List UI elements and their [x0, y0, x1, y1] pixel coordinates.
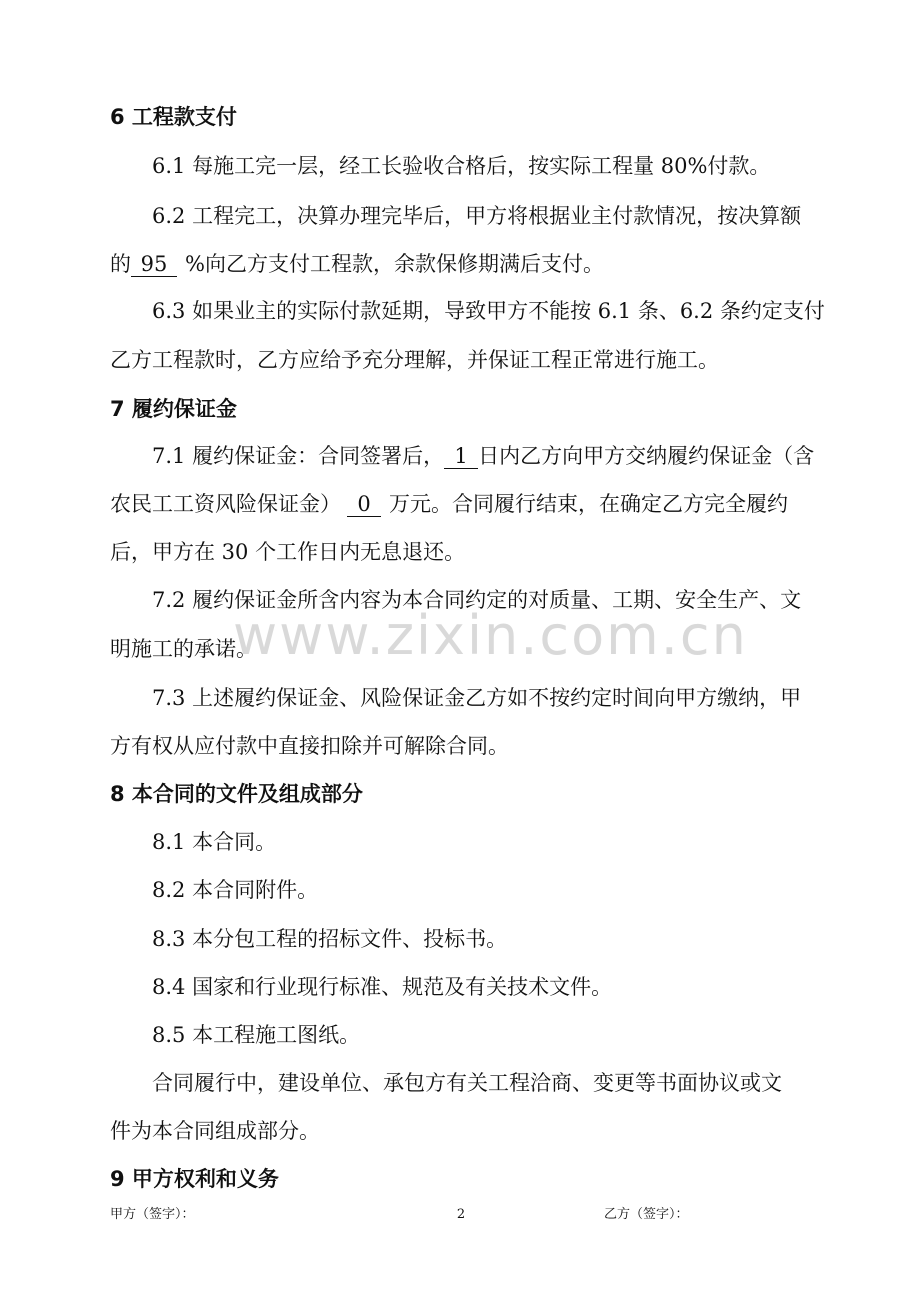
section-6-heading: 6 工程款支付 — [110, 105, 237, 129]
clause-6-1: 6.1 每施工完一层，经工长验收合格后，按实际工程量 80%付款。 — [152, 154, 771, 178]
clause-7-3-line-2: 方有权从应付款中直接扣除并可解除合同。 — [110, 734, 509, 758]
deposit-amount-blank: 0 — [347, 492, 381, 517]
section-7-heading: 7 履约保证金 — [110, 397, 237, 421]
watermark: www.zixin.com.cn — [233, 604, 748, 667]
clause-7-1-line-2 — [110, 490, 830, 518]
clause-8-6-line-2: 件为本合同组成部分。 — [110, 1119, 320, 1143]
clause-7-2-line-1: 7.2 履约保证金所含内容为本合同约定的对质量、工期、安全生产、文 — [152, 588, 802, 612]
footer-party-b-signature: 乙方（签字）： — [604, 1207, 689, 1222]
clause-7-2-line-2: 明施工的承诺。 — [110, 637, 257, 661]
clause-7-1-line-2-suffix: 万元。合同履行结束，在确定乙方完全履约 — [389, 492, 788, 516]
section-8-heading: 8 本合同的文件及组成部分 — [110, 782, 363, 806]
clause-6-2-suffix: %向乙方支付工程款，余款保修期满后支付。 — [185, 252, 604, 276]
footer-page-number: 2 — [456, 1207, 466, 1222]
clause-6-2-line-2 — [110, 250, 830, 278]
clause-8-5: 8.5 本工程施工图纸。 — [152, 1023, 361, 1047]
clause-8-3: 8.3 本分包工程的招标文件、投标书。 — [152, 927, 508, 951]
section-9-heading: 9 甲方权利和义务 — [110, 1167, 279, 1191]
clause-6-2-line-1: 6.2 工程完工，决算办理完毕后，甲方将根据业主付款情况，按决算额 — [152, 204, 802, 228]
clause-7-3-line-1: 7.3 上述履约保证金、风险保证金乙方如不按约定时间向甲方缴纳，甲 — [152, 686, 802, 710]
clause-7-1-line-2-prefix: 农民工工资风险保证金） — [110, 492, 341, 516]
clause-7-1-prefix: 7.1 履约保证金：合同签署后， — [152, 444, 445, 468]
clause-7-1-suffix: 日内乙方向甲方交纳履约保证金（含 — [478, 444, 815, 468]
clause-8-4: 8.4 国家和行业现行标准、规范及有关技术文件。 — [152, 975, 613, 999]
footer-party-a-signature: 甲方（签字）： — [110, 1207, 195, 1222]
clause-8-6-line-1: 合同履行中，建设单位、承包方有关工程洽商、变更等书面协议或文 — [152, 1071, 782, 1095]
clause-8-1: 8.1 本合同。 — [152, 830, 277, 854]
payment-percentage-blank: 95 — [131, 252, 177, 277]
clause-7-1-line-3: 后，甲方在 30 个工作日内无息退还。 — [110, 540, 466, 564]
deposit-days-blank: 1 — [444, 444, 478, 469]
clause-6-3-line-1: 6.3 如果业主的实际付款延期，导致甲方不能按 6.1 条、6.2 条约定支付 — [152, 299, 825, 323]
clause-8-2: 8.2 本合同附件。 — [152, 878, 319, 902]
clause-6-2-prefix: 的 — [110, 252, 131, 276]
clause-7-1-line-1 — [152, 442, 872, 470]
clause-6-3-line-2: 乙方工程款时，乙方应给予充分理解，并保证工程正常进行施工。 — [110, 348, 719, 372]
